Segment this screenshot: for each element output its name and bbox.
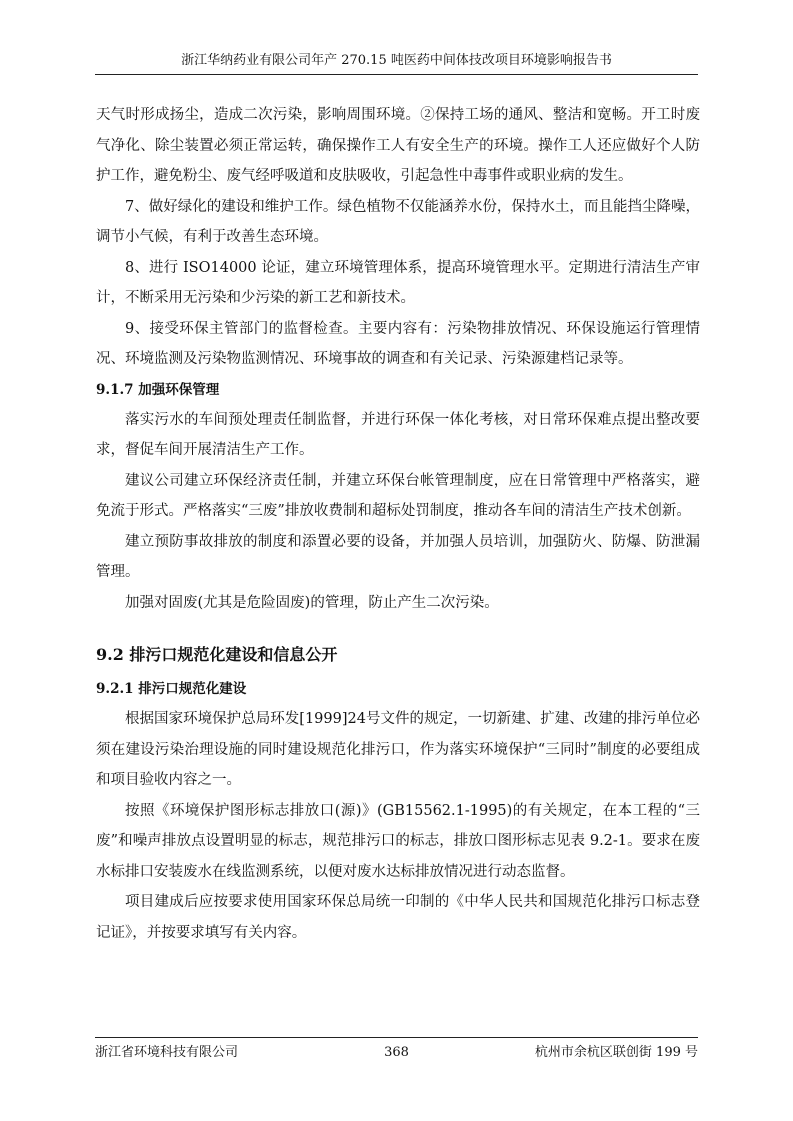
page-body bbox=[96, 100, 700, 948]
paragraph: 建立预防事故排放的制度和添置必要的设备，并加强人员培训，加强防火、防爆、防泄漏管理。 bbox=[96, 533, 700, 580]
paragraph: 落实污水的车间预处理责任制监督，并进行环保一体化考核，对日常环保难点提出整改要求，督促车间开展清洁生产工作。 bbox=[96, 411, 700, 458]
paragraph: 9、接受环保主管部门的监督检查。主要内容有：污染物排放情况、环保设施运行管理情况、环境监测及污染物监测情况、环境事故的调查和有关记录、污染源建档记录等。 bbox=[96, 320, 700, 367]
section-heading-9-2: 9.2 排污口规范化建设和信息公开 bbox=[96, 645, 338, 664]
paragraph: 天气时形成扬尘，造成二次污染，影响周围环境。②保持工场的通风、整洁和宽畅。开工时废气净化、除尘装置必须正常运转，确保操作工人有安全生产的环境。操作工人还应做好个人防护工作，避免粉尘、废气经呼吸道和皮肤吸收，引起急性中毒事件或职业病的发生。 bbox=[96, 107, 700, 184]
paragraph: 建议公司建立环保经济责任制，并建立环保台帐管理制度，应在日常管理中严格落实，避免流于形式。严格落实“三废”排放收费制和超标处罚制度，推动各车间的清洁生产技术创新。 bbox=[96, 472, 700, 519]
footer-company: 浙江省环境科技有限公司 bbox=[95, 1045, 239, 1060]
section-heading-9-2-1: 9.2.1 排污口规范化建设 bbox=[96, 681, 247, 697]
paragraph: 加强对固废(尤其是危险固废)的管理，防止产生二次污染。 bbox=[125, 594, 499, 611]
paragraph: 7、做好绿化的建设和维护工作。绿色植物不仅能涵养水份，保持水土，而且能挡尘降噪，调节小气候，有利于改善生态环境。 bbox=[96, 198, 700, 245]
header-title: 浙江华纳药业有限公司年产 270.15 吨医药中间体技改项目环境影响报告书 bbox=[181, 53, 612, 68]
paragraph: 8、进行 ISO14000 论证，建立环境管理体系，提高环境管理水平。定期进行清洁生产审计，不断采用无污染和少污染的新工艺和新技术。 bbox=[96, 259, 700, 306]
section-heading-9-1-7: 9.1.7 加强环保管理 bbox=[96, 381, 220, 398]
page-number: 368 bbox=[384, 1045, 409, 1060]
paragraph: 根据国家环境保护总局环发[1999]24号文件的规定，一切新建、扩建、改建的排污单位必须在建设污染治理设施的同时建设规范化排污口，作为落实环境保护“三同时”制度的必要组成和项目验收内容之一。 bbox=[96, 711, 700, 788]
footer-address: 杭州市余杭区联创街 199 号 bbox=[534, 1045, 698, 1060]
page-footer bbox=[95, 1037, 698, 1064]
paragraph: 项目建成后应按要求使用国家环保总局统一印制的《中华人民共和国规范化排污口标志登记证》，并按要求填写有关内容。 bbox=[96, 894, 700, 941]
page-header bbox=[95, 52, 698, 75]
paragraph: 按照《环境保护图形标志排放口(源)》(GB15562.1-1995)的有关规定，在本工程的“三废”和噪声排放点设置明显的标志，规范排污口的标志，排放口图形标志见表 9.2-1。要求在废水标排口安装废水在线监测系统，以便对废水达标排放情况进行动态监督。 bbox=[96, 802, 700, 880]
